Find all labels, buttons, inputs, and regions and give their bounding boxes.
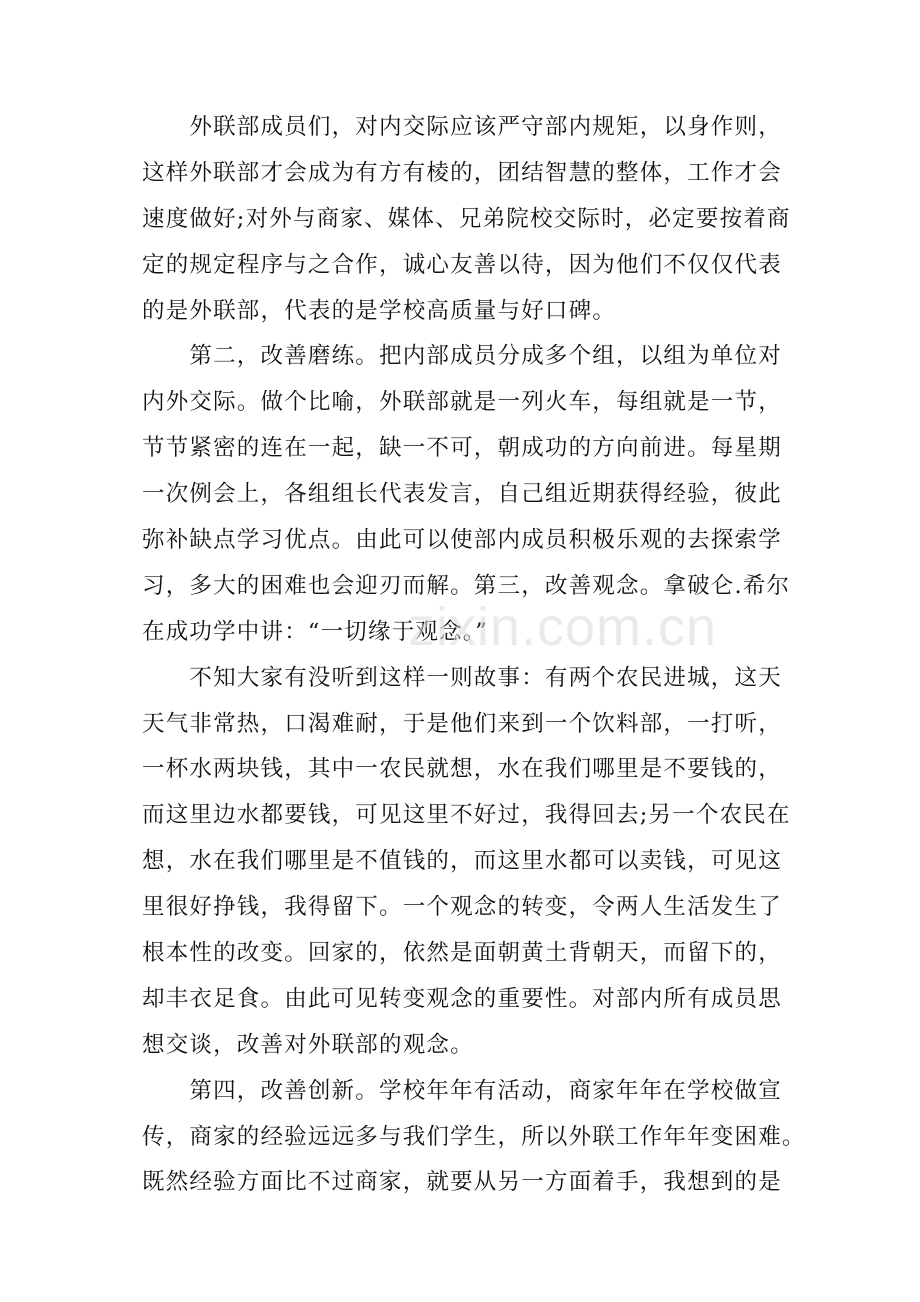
text-line: 天气非常热，口渴难耐，于是他们来到一个饮料部，一打听，: [142, 710, 782, 737]
text-line: 弥补缺点学习优点。由此可以使部内成员积极乐观的去探索学: [142, 527, 782, 554]
text-line: 第四，改善创新。学校年年有活动，商家年年在学校做宣: [142, 1077, 782, 1104]
text-line: 想交谈，改善对外联部的观念。: [142, 1031, 474, 1058]
text-line: 不知大家有没听到这样一则故事：有两个农民进城，这天: [142, 664, 782, 691]
text-line: 一杯水两块钱，其中一农民就想，水在我们哪里是不要钱的，: [142, 756, 782, 783]
text-line: 的是外联部，代表的是学校高质量与好口碑。: [142, 297, 617, 324]
text-line: 定的规定程序与之合作，诚心友善以待，因为他们不仅仅代表: [142, 251, 782, 278]
watermark-text: zixin.com.cn: [408, 597, 718, 657]
text-line: 而这里边水都要钱，可见这里不好过，我得回去;另一个农民在: [142, 802, 791, 829]
body-text: [142, 105, 806, 1206]
text-line: 却丰衣足食。由此可见转变观念的重要性。对部内所有成员思: [142, 985, 782, 1012]
text-line: 速度做好;对外与商家、媒体、兄弟院校交际时，必定要按着商: [142, 205, 791, 232]
text-line: 节节紧密的连在一起，缺一不可，朝成功的方向前进。每星期: [142, 435, 782, 462]
paragraph-1: [142, 105, 802, 334]
text-line: 传，商家的经验远远多与我们学生，所以外联工作年年变困难。: [142, 1123, 806, 1150]
paragraph-2: [142, 334, 802, 655]
paragraph-4: [142, 1069, 806, 1207]
text-line: 这样外联部才会成为有方有棱的，团结智慧的整体，工作才会: [142, 159, 782, 186]
text-line: 既然经验方面比不过商家，就要从另一方面着手，我想到的是: [142, 1169, 782, 1196]
text-line: 在成功学中讲：“一切缘于观念。”: [142, 618, 488, 645]
text-line: 里很好挣钱，我得留下。一个观念的转变，令两人生活发生了: [142, 894, 782, 921]
text-line: 想，水在我们哪里是不值钱的，而这里水都可以卖钱，可见这: [142, 848, 782, 875]
text-line: 习，多大的困难也会迎刃而解。第三，改善观念。拿破仑.希尔: [142, 572, 791, 599]
text-line: 外联部成员们，对内交际应该严守部内规矩，以身作则，: [142, 114, 782, 140]
paragraph-3: [142, 656, 802, 1069]
text-line: 内外交际。做个比喻，外联部就是一列火车，每组就是一节，: [142, 389, 782, 416]
text-line: 根本性的改变。回家的，依然是面朝黄土背朝天，而留下的，: [142, 940, 782, 967]
text-line: 一次例会上，各组组长代表发言，自己组近期获得经验，彼此: [142, 481, 782, 508]
text-line: 第二，改善磨练。把内部成员分成多个组，以组为单位对: [142, 343, 782, 370]
